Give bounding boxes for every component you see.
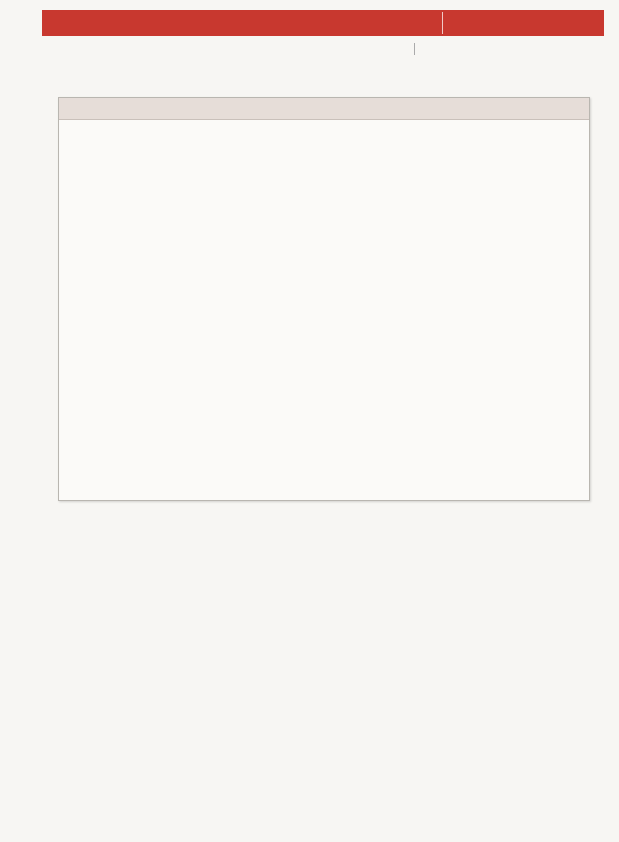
findings-table <box>58 97 590 501</box>
journal-subheader <box>0 44 619 58</box>
table-header <box>59 98 589 120</box>
subheader-divider <box>414 43 415 55</box>
journal-header <box>42 10 604 36</box>
header-divider <box>442 12 443 34</box>
